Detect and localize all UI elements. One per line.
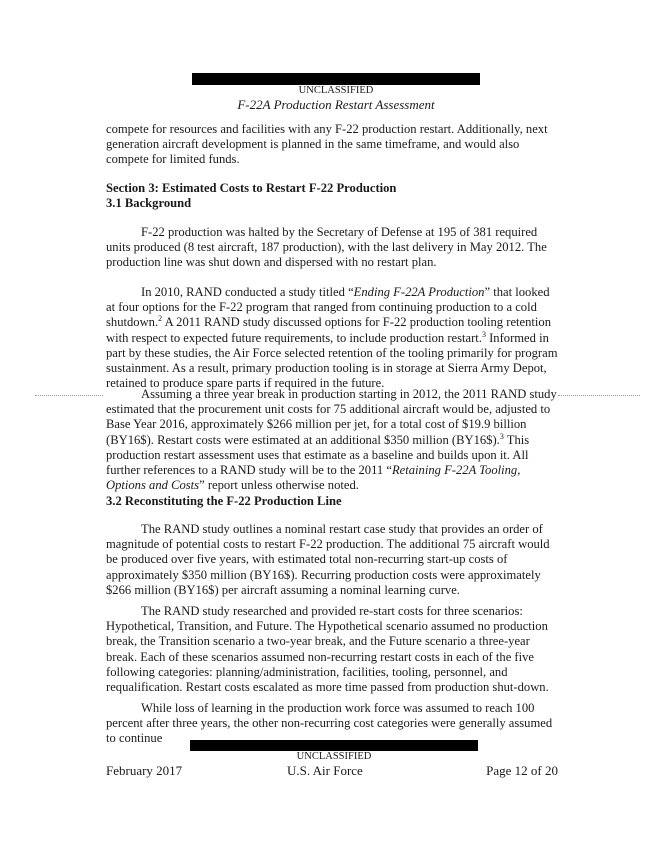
- paragraph-background-1: [106, 225, 558, 271]
- footer-classification: UNCLASSIFIED: [296, 751, 372, 762]
- footnote-ref[interactable]: 3: [499, 431, 504, 441]
- study-title-ending: Ending F-22A Production: [353, 285, 485, 299]
- header-classification: UNCLASSIFIED: [298, 85, 374, 96]
- intro-paragraph: [106, 122, 558, 168]
- paragraph-text: The RAND study outlines a nominal restart case study that provides an order of magnitude of potential costs to restart F-22 production. The additional 75 aircraft would be produced over five years, with estimated total non-recurring start-up costs of approximately $350 million (BY16$). Recurring production costs were approximately $266 million (BY16$) per aircraft assuming a nominal learning curve.: [106, 522, 550, 597]
- paragraph-background-3: [106, 387, 558, 493]
- scan-line-right: [558, 395, 640, 396]
- footer-org: U.S. Air Force: [287, 763, 363, 778]
- text-run: This production restart assessment uses that estimate as a baseline and builds upon it. All further references to a RAND study will be to the 2011 “: [106, 432, 530, 478]
- subsection-heading-reconstituting: 3.2 Reconstituting the F-22 Production Line: [106, 494, 342, 508]
- text-run: Informed in part by these studies, the Air Force selected retention of the tooling primarily for program sustainment. As a result, primary production tooling is in storage at Sierra Army Depot, retained to produce spare parts if required in the future.: [106, 330, 558, 391]
- footer-redaction-bar: [190, 740, 478, 751]
- text-run: ” report unless otherwise noted.: [199, 478, 359, 493]
- text-run: A 2011 RAND study discussed options for F-22 production tooling retention with respect to expected future requirements, to include production restart.: [106, 315, 552, 345]
- footnote-ref[interactable]: 3: [481, 329, 486, 339]
- paragraph-text: [106, 387, 558, 493]
- paragraph-text: While loss of learning in the production work force was assumed to reach 100 percent after three years, the other non-recurring cost categories were generally assumed to continue: [106, 701, 553, 746]
- section-heading: Section 3: Estimated Costs to Restart F-22 Production: [106, 181, 397, 195]
- header-title: F-22A Production Restart Assessment: [237, 97, 435, 112]
- paragraph-reconstituting-2: [106, 604, 558, 695]
- header-redaction-bar: [192, 73, 480, 85]
- text-run: Assuming a three year break in production starting in 2012, the 2011 RAND study estimated that the procurement unit costs for 75 additional aircraft would be, adjusted to Base Year 2016, approximately $266 million per jet, for a total cost of $19.9 billion (BY16$). Restart costs were estimated at an additional $350 million (BY16$).: [106, 387, 557, 447]
- intro-text: compete for resources and facilities with any F-22 production restart. Additionally, next generation aircraft development is planned in the same timeframe, and would also compete for limited funds.: [106, 122, 548, 167]
- footer-page-number: Page 12 of 20: [486, 763, 558, 778]
- footer-date: February 2017: [106, 763, 183, 778]
- scan-line-left: [35, 395, 103, 396]
- paragraph-text: [106, 285, 558, 391]
- paragraph-reconstituting-1: [106, 522, 558, 598]
- study-title-retaining: Retaining F-22A Tooling, Options and Costs: [106, 463, 521, 493]
- paragraph-text: The RAND study researched and provided re-start costs for three scenarios: Hypothetical, Transition, and Future. The Hypothetical scenario assumed no production break, the Transition scenario a two-year break, and the Future scenario a three-year break. Each of these scenarios assumed non-recurring restart costs in each of the five following categories: planning/administration, facilities, tooling, personnel, and requalification. Restart costs escalated as more time passed from production shut-down.: [106, 604, 549, 695]
- paragraph-background-2: [106, 285, 558, 391]
- text-run: In 2010, RAND conducted a study titled “: [141, 285, 354, 299]
- text-run: ” that looked at four options for the F-22 program that ranged from continuing production to a cold shutdown.: [106, 285, 550, 330]
- paragraph-text: F-22 production was halted by the Secretary of Defense at 195 of 381 required units produced (8 test aircraft, 187 production), with the last delivery in May 2012. The production line was shut down and dispersed with no restart plan.: [106, 225, 547, 270]
- subsection-heading-background: 3.1 Background: [106, 196, 192, 210]
- footnote-ref[interactable]: 2: [158, 314, 163, 324]
